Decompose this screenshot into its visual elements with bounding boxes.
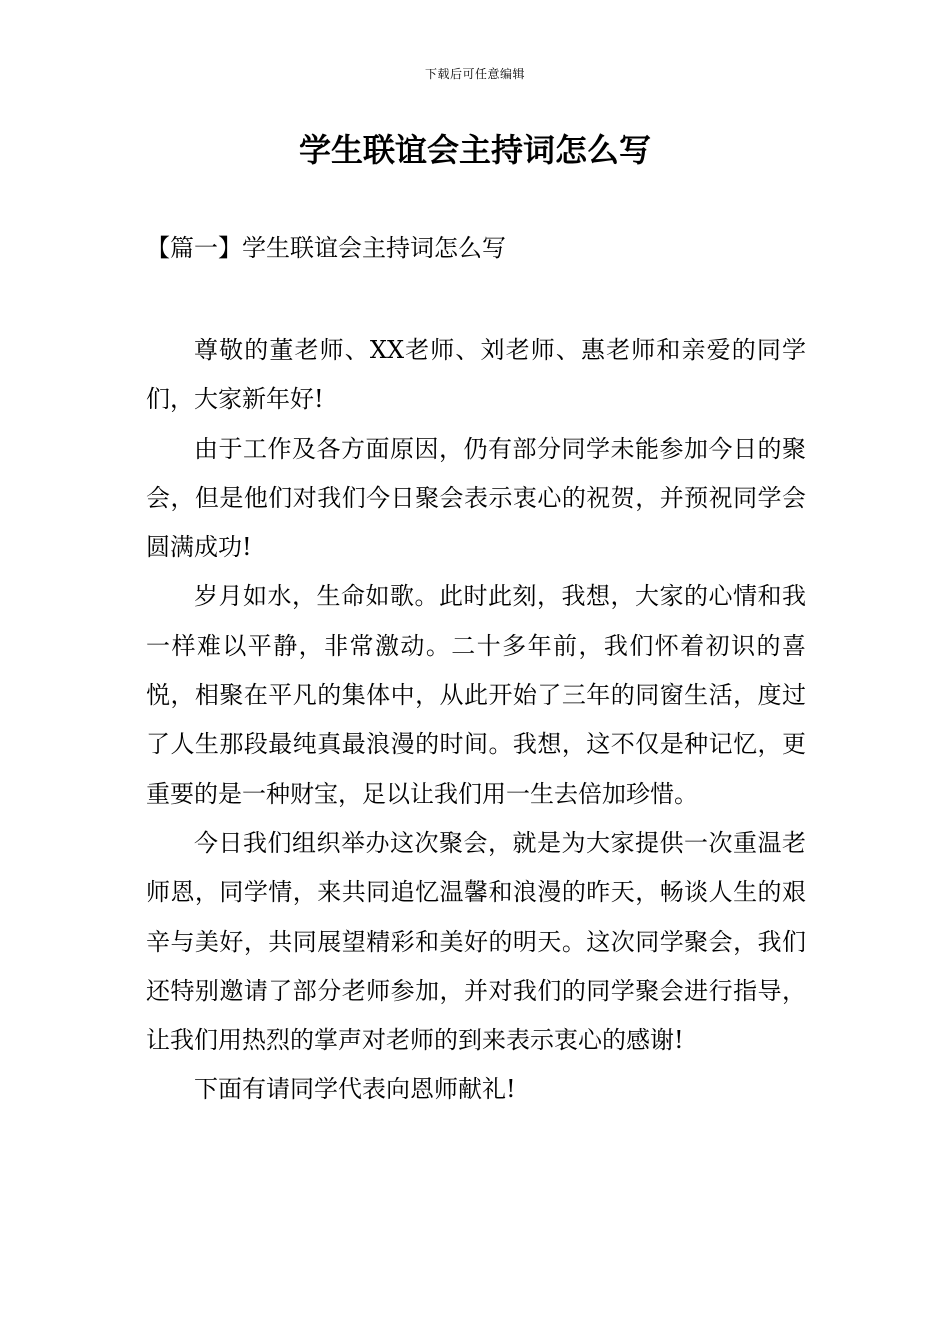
- section-heading: 【篇一】学生联谊会主持词怎么写: [146, 234, 506, 262]
- document-body: [146, 326, 806, 1115]
- paragraph-absent-classmates: 由于工作及各方面原因，仍有部分同学未能参加今日的聚会，但是他们对我们今日聚会表示衷心的祝贺，并预祝同学会圆满成功!: [146, 434, 806, 562]
- document-title: 学生联谊会主持词怎么写: [298, 131, 651, 169]
- header-note: 下载后可任意编辑: [424, 67, 525, 81]
- paragraph-memories: 岁月如水，生命如歌。此时此刻，我想，大家的心情和我一样难以平静，非常激动。二十多年前，我们怀着初识的喜悦，相聚在平凡的集体中，从此开始了三年的同窗生活，度过了人生那段最纯真最浪漫的时间。我想，这不仅是种记忆，更重要的是一种财宝，足以让我们用一生去倍加珍惜。: [146, 582, 806, 808]
- paragraph-gathering-purpose: 今日我们组织举办这次聚会，就是为大家提供一次重温老师恩，同学情，来共同追忆温馨和浪漫的昨天，畅谈人生的艰辛与美好，共同展望精彩和美好的明天。这次同学聚会，我们还特别邀请了部分老师参加，并对我们的同学聚会进行指导，让我们用热烈的掌声对老师的到来表示衷心的感谢!: [146, 828, 806, 1055]
- paragraph-greeting: 尊敬的董老师、XX老师、刘老师、惠老师和亲爱的同学们，大家新年好!: [146, 336, 806, 414]
- paragraph-gift-presentation: 下面有请同学代表向恩师献礼!: [194, 1075, 516, 1104]
